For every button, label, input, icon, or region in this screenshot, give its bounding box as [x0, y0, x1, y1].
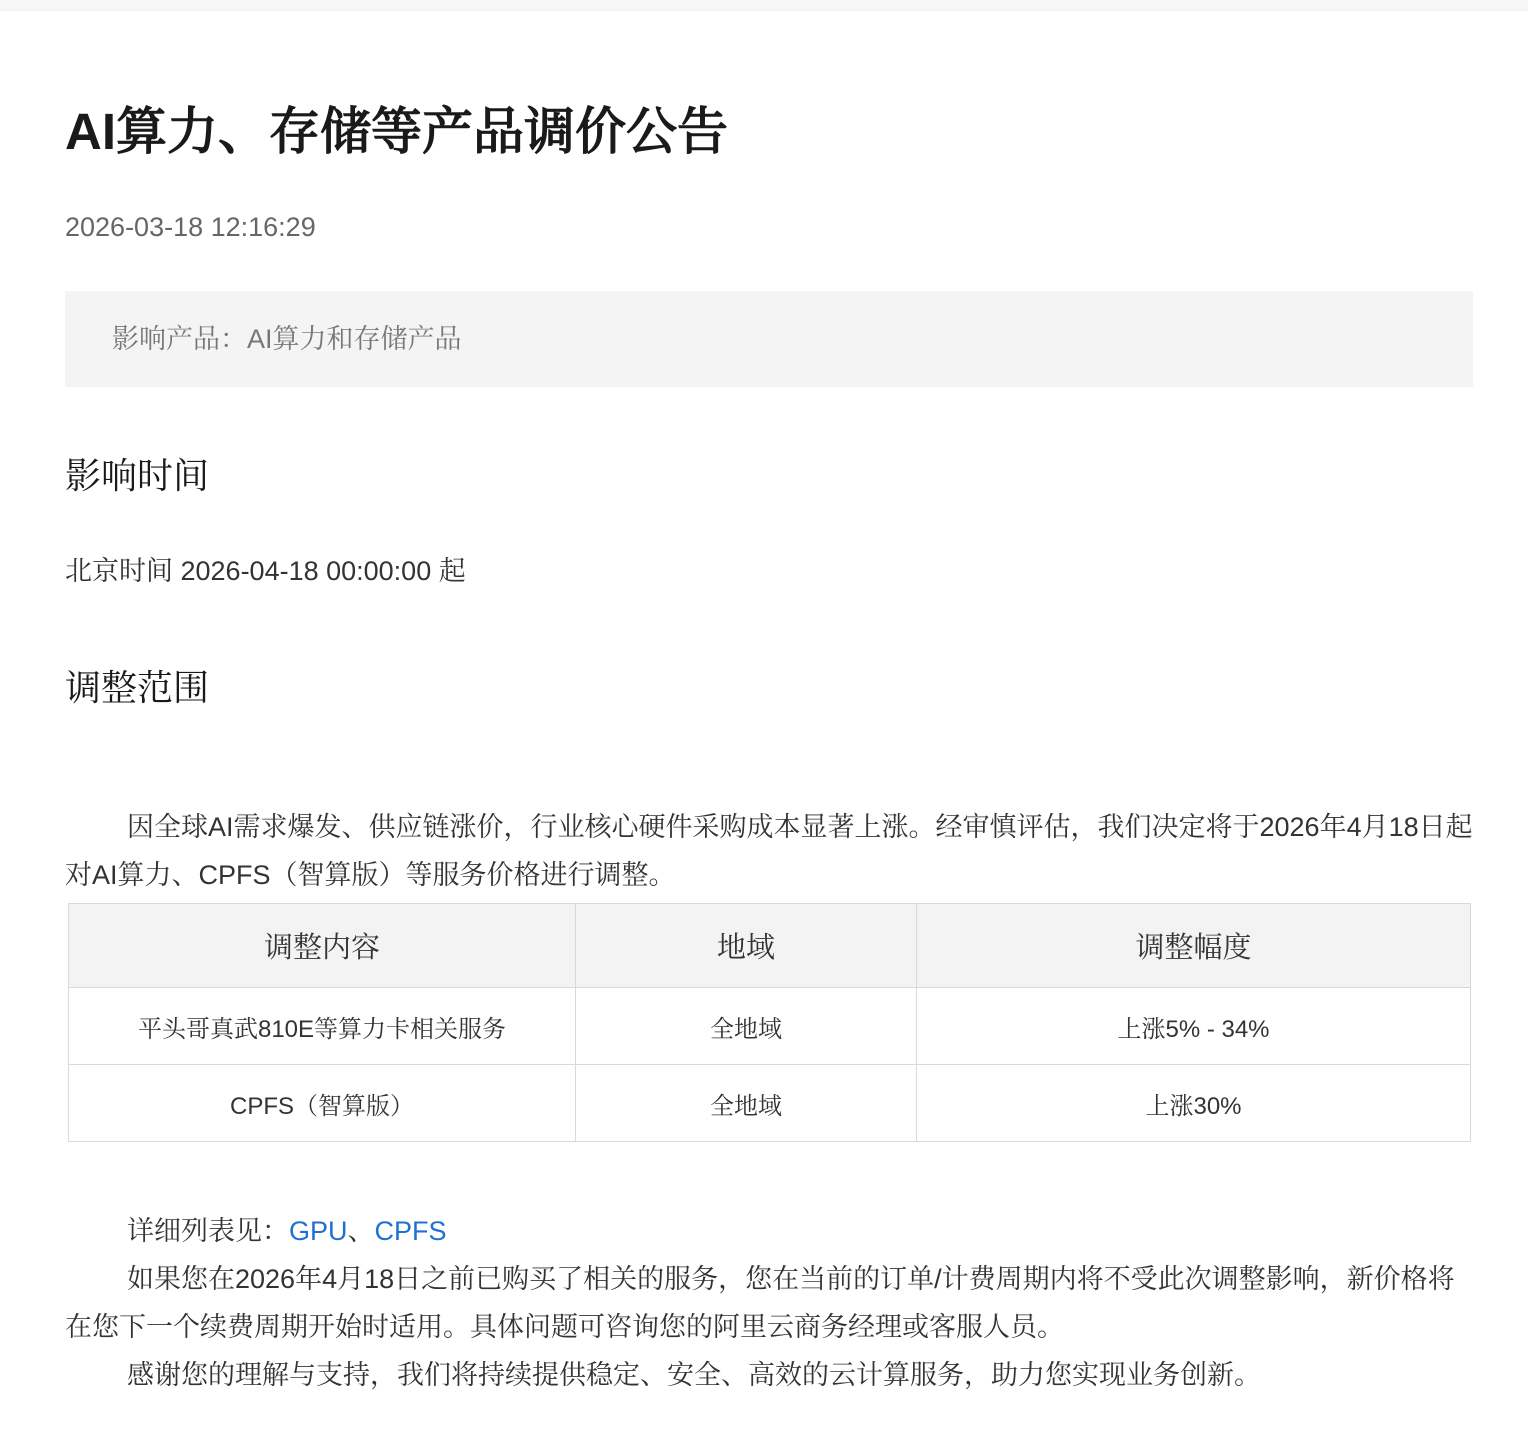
cpfs-link[interactable]: CPFS — [374, 1216, 447, 1246]
header-adjustment-content: 调整内容 — [69, 904, 576, 988]
effective-time-text: 北京时间 2026-04-18 00:00:00 起 — [65, 556, 466, 586]
page-title: AI算力、存储等产品调价公告 — [65, 103, 729, 160]
link-separator: 、 — [347, 1216, 375, 1246]
table-header-row — [69, 904, 1471, 988]
section-heading-time: 影响时间 — [65, 455, 210, 496]
top-divider — [0, 0, 1528, 11]
header-region: 地域 — [576, 904, 917, 988]
price-adjustment-table — [68, 903, 1470, 1142]
affected-products-box — [65, 291, 1473, 387]
header-adjustment-range: 调整幅度 — [917, 904, 1471, 988]
detail-list-paragraph — [65, 1207, 1473, 1255]
publish-timestamp: 2026-03-18 12:16:29 — [65, 212, 316, 242]
cell-content: CPFS（智算版） — [69, 1065, 576, 1142]
thanks-paragraph: 感谢您的理解与支持，我们将持续提供稳定、安全、高效的云计算服务，助力您实现业务创新。 — [127, 1360, 1261, 1390]
detail-list-prefix: 详细列表见： — [127, 1216, 289, 1246]
gpu-link[interactable]: GPU — [289, 1216, 348, 1246]
intro-paragraph: 因全球AI需求爆发、供应链涨价，行业核心硬件采购成本显著上涨。经审慎评估，我们决定将于2026年4月18日起对AI算力、CPFS（智算版）等服务价格进行调整。 — [65, 812, 1473, 890]
renewal-note-paragraph: 如果您在2026年4月18日之前已购买了相关的服务，您在当前的订单/计费周期内将不受此次调整影响，新价格将在您下一个续费周期开始时适用。具体问题可咨询您的阿里云商务经理或客服人员。 — [65, 1264, 1455, 1342]
cell-content: 平头哥真武810E等算力卡相关服务 — [69, 988, 576, 1065]
table-row — [69, 1065, 1471, 1142]
section-heading-scope: 调整范围 — [65, 667, 210, 708]
table-row — [69, 988, 1471, 1065]
affected-products-text: 影响产品：AI算力和存储产品 — [112, 324, 462, 354]
cell-range: 上涨5% - 34% — [917, 988, 1471, 1065]
cell-range: 上涨30% — [917, 1065, 1471, 1142]
cell-region: 全地域 — [576, 1065, 917, 1142]
cell-region: 全地域 — [576, 988, 917, 1065]
